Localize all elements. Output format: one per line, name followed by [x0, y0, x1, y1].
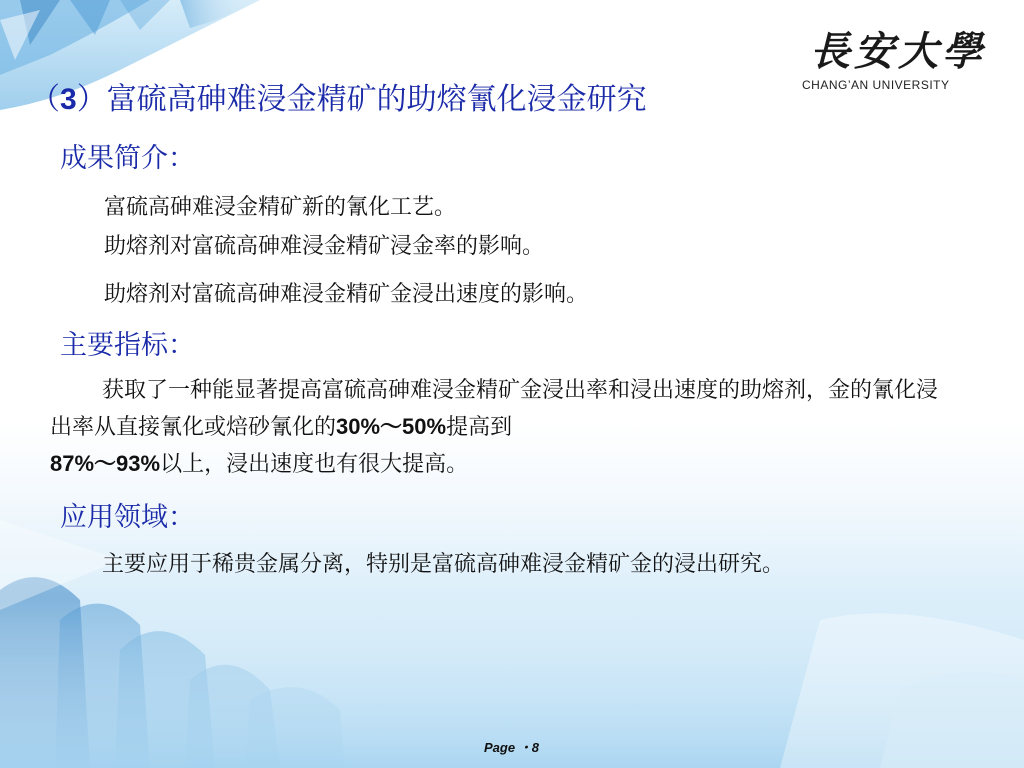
- results-item-2: 助熔剂对富硫高砷难浸金精矿浸金率的影响。: [104, 234, 545, 259]
- results-heading: 成果简介：: [60, 143, 195, 174]
- results-item-1: 富硫高砷难浸金精矿新的氰化工艺。: [104, 195, 457, 220]
- page-number: 8: [531, 740, 539, 755]
- slide-title: （3）富硫高砷难浸金精矿的助熔氰化浸金研究: [30, 82, 647, 117]
- title-text: 富硫高砷难浸金精矿的助熔氰化浸金研究: [106, 82, 647, 117]
- indicators-text-2: 提高到: [446, 415, 513, 440]
- page-label: Page: [484, 740, 516, 755]
- page-separator: ・: [518, 740, 532, 755]
- indicators-paragraph: [50, 373, 950, 483]
- logo-chinese-name: 長安大學: [810, 28, 986, 75]
- indicators-range-to: 87%～93%: [50, 451, 161, 476]
- results-item-3: 助熔剂对富硫高砷难浸金精矿金浸出速度的影响。: [104, 282, 589, 307]
- title-number: 3: [60, 83, 77, 116]
- indicators-heading: 主要指标：: [60, 330, 195, 361]
- application-paragraph: 主要应用于稀贵金属分离，特别是富硫高砷难浸金精矿金的浸出研究。: [102, 552, 785, 577]
- logo-english-name: CHANG’AN UNIVERSITY: [802, 78, 950, 92]
- indicators-text-1: 获取了一种能显著提高富硫高砷难浸金精矿金浸出率和浸出速度的助熔剂，金的氰化浸出率从直接氰化或焙砂氰化的: [50, 378, 939, 440]
- indicators-text-3: 以上，浸出速度也有很大提高。: [160, 452, 469, 477]
- page-footer: [484, 737, 539, 756]
- application-heading: 应用领域：: [60, 502, 195, 533]
- indicators-range-from: 30%～50%: [336, 414, 447, 439]
